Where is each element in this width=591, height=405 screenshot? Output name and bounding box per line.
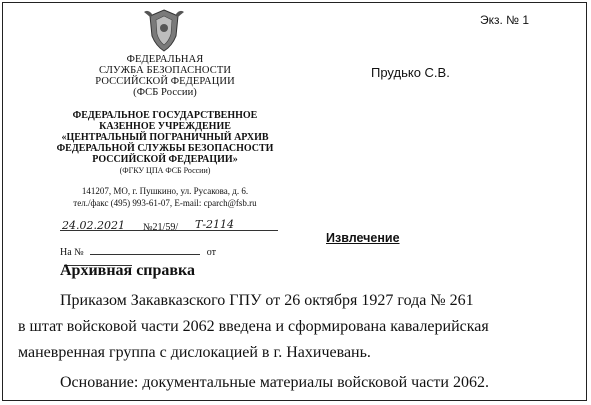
institution-line: ФЕДЕРАЛЬНОЕ ГОСУДАРСТВЕННОЕ bbox=[72, 110, 258, 121]
recipient-name: Прудько С.В. bbox=[371, 65, 450, 80]
body-line: маневренная группа с дислокацией в г. Нахичевань. bbox=[18, 344, 371, 361]
basis-line: Основание: документальные материалы войсковой части 2062. bbox=[60, 374, 489, 391]
document-title: Архивная справка bbox=[60, 262, 196, 279]
institution-name bbox=[40, 110, 290, 165]
agency-line: ФЕДЕРАЛЬНАЯ bbox=[126, 54, 204, 65]
fsb-emblem-icon bbox=[142, 6, 186, 54]
agency-line: РОССИЙСКОЙ ФЕДЕРАЦИИ bbox=[95, 76, 235, 87]
na-label: На № bbox=[60, 247, 84, 258]
agency-line: СЛУЖБА БЕЗОПАСНОСТИ bbox=[98, 65, 232, 76]
agency-line: (ФСБ России) bbox=[133, 87, 197, 98]
na-blank bbox=[90, 254, 200, 255]
address-line: 141207, МО, г. Пушкино, ул. Русакова, д. 6. bbox=[81, 186, 249, 196]
institution-short-name: (ФГКУ ЦПА ФСБ России) bbox=[119, 166, 211, 175]
agency-name bbox=[40, 54, 290, 98]
body-line: Приказом Закавказского ГПУ от 26 октября 1927 года № 261 bbox=[60, 292, 474, 309]
body-line: в штат войсковой части 2062 введена и сформирована кавалерийская bbox=[18, 318, 489, 335]
extract-label: Извлечение bbox=[326, 231, 400, 245]
institution-line: КАЗЕННОЕ УЧРЕЖДЕНИЕ bbox=[99, 121, 231, 132]
copy-number: Экз. № 1 bbox=[480, 13, 530, 27]
institution-line: РОССИЙСКОЙ ФЕДЕРАЦИИ» bbox=[92, 154, 238, 165]
ot-label: от bbox=[206, 247, 216, 258]
contact-line: тел./факс (495) 993-61-07, E-mail: cparch@fsb.ru bbox=[73, 198, 257, 208]
handwritten-number: Т-2114 bbox=[195, 218, 235, 231]
handwritten-date: 24.02.2021 bbox=[62, 219, 125, 232]
institution-line: ФЕДЕРАЛЬНОЙ СЛУЖБЫ БЕЗОПАСНОСТИ bbox=[56, 143, 274, 154]
institution-line: «ЦЕНТРАЛЬНЫЙ ПОГРАНИЧНЫЙ АРХИВ bbox=[61, 132, 269, 143]
registration-number-prefix: №21/59/ bbox=[143, 222, 179, 233]
